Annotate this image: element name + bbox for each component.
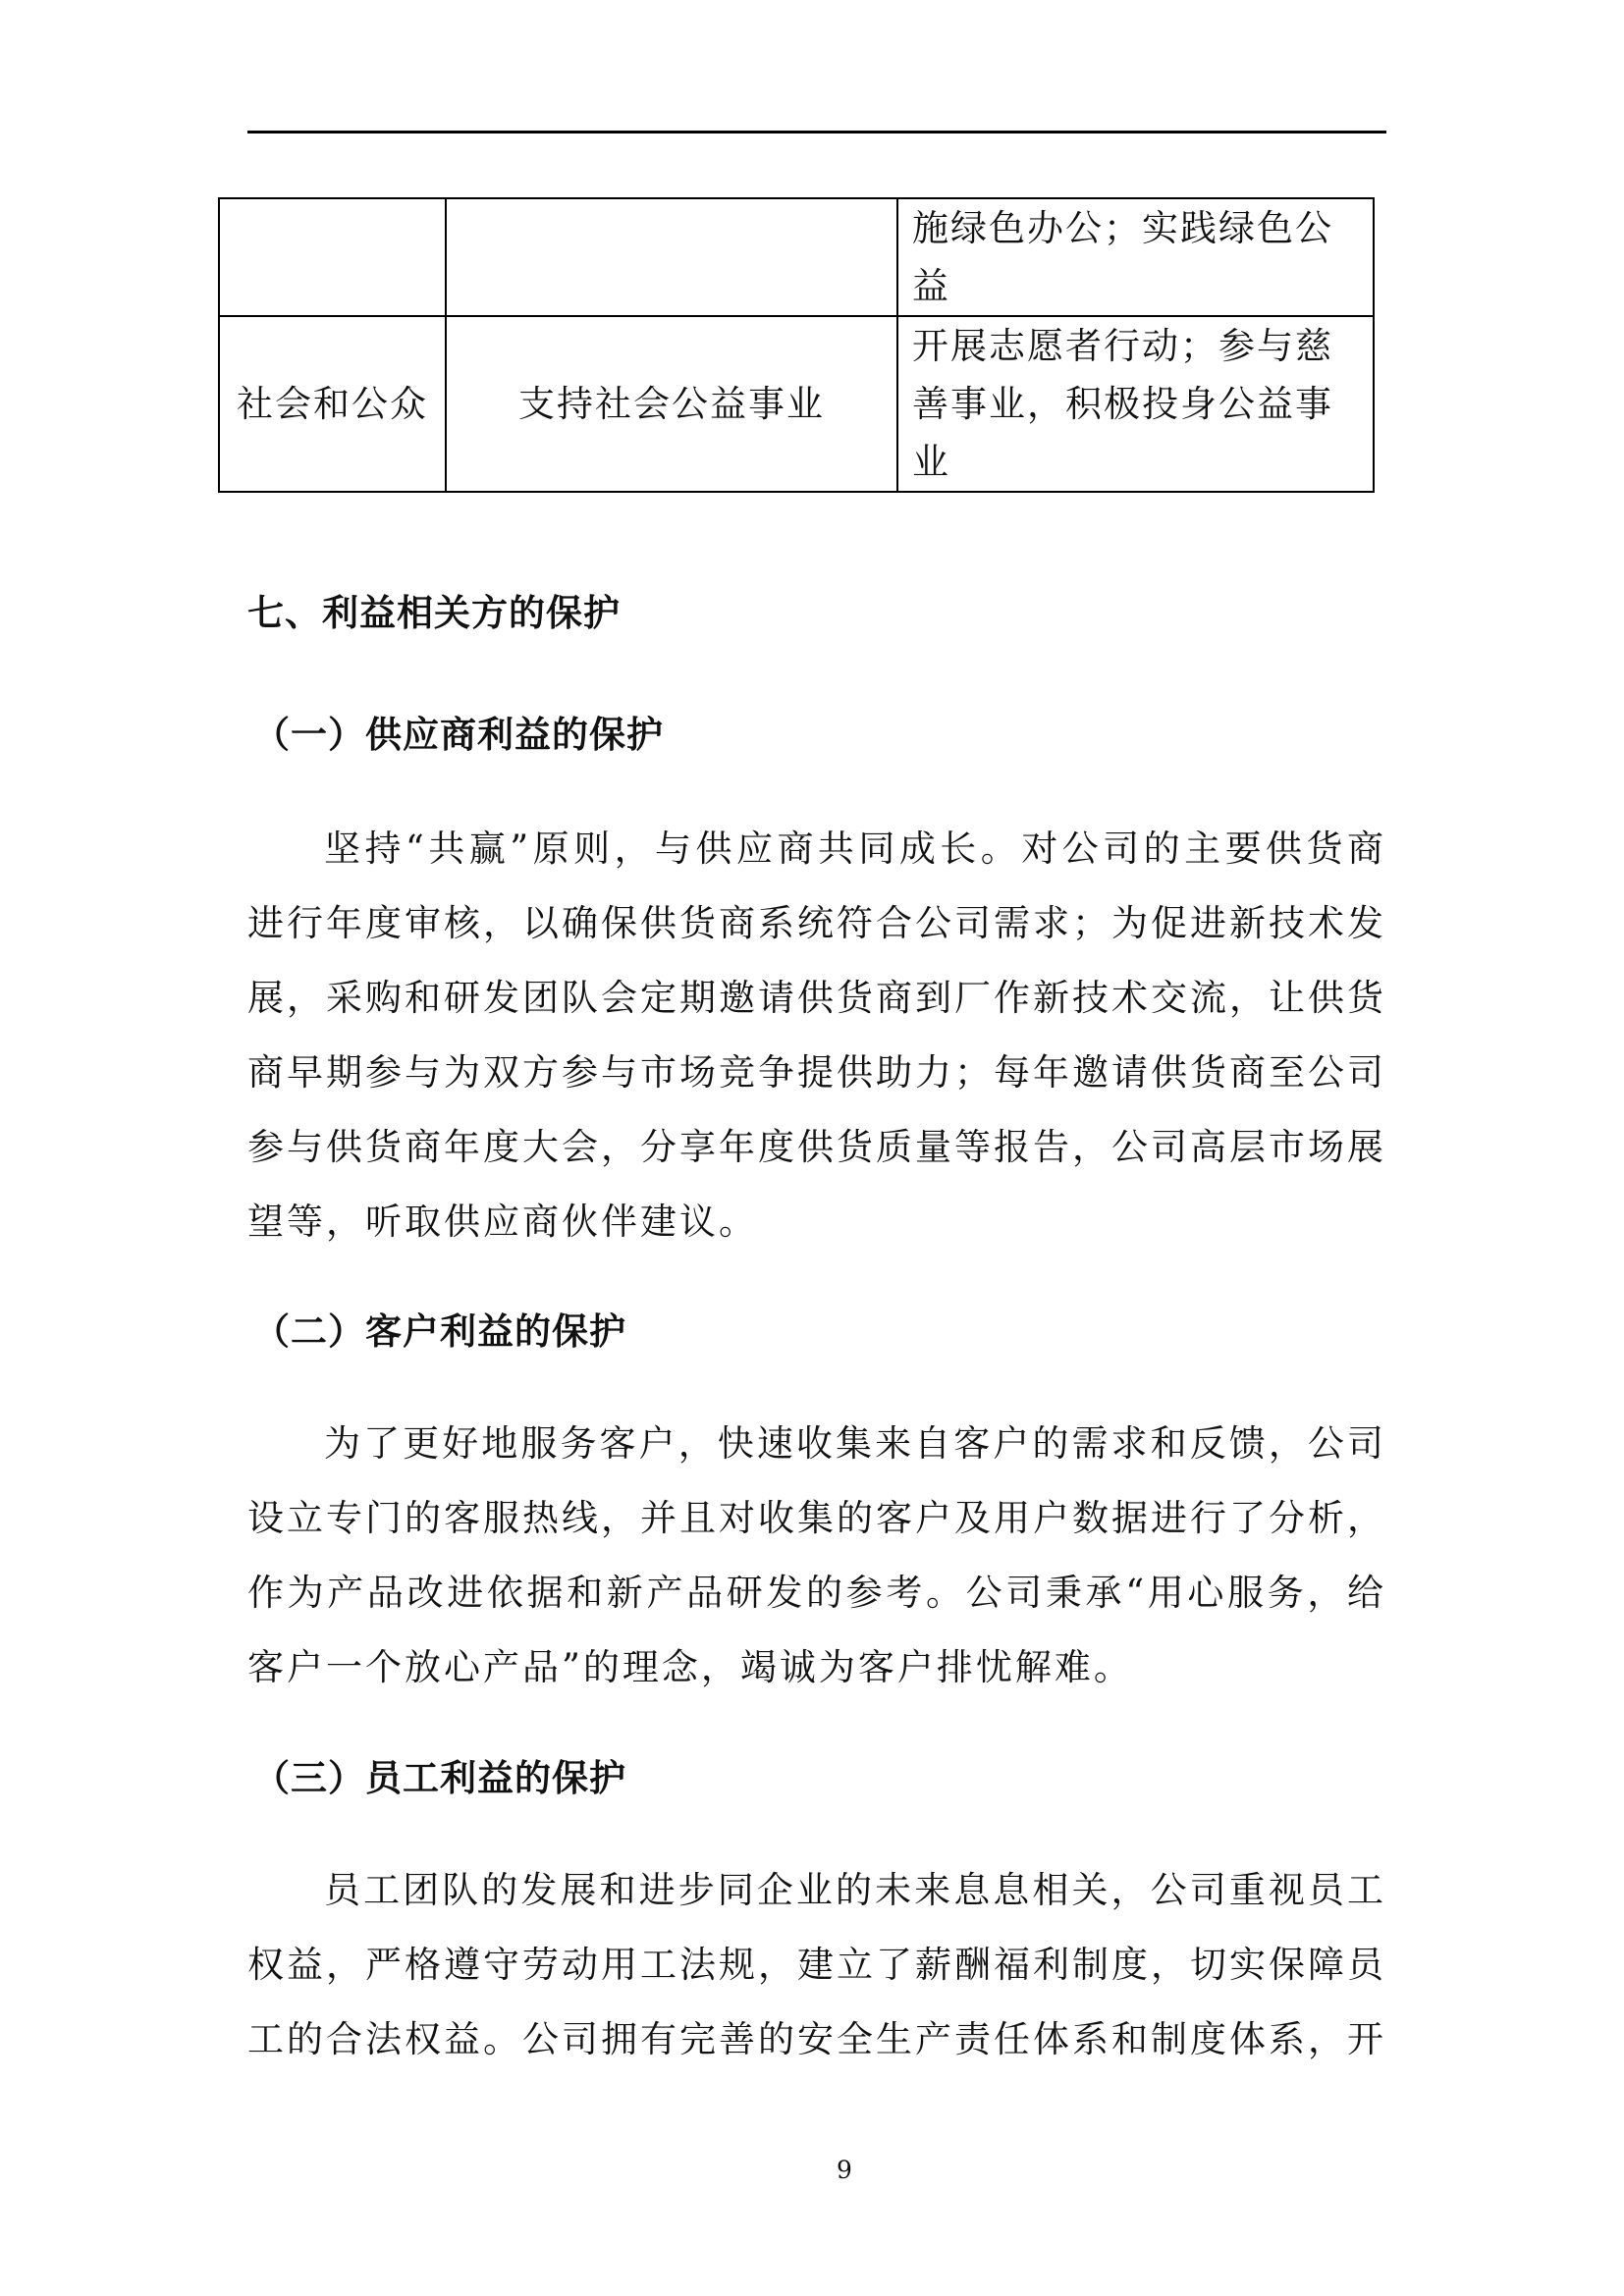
table-cell-action: 开展志愿者行动；参与慈善事业，积极投身公益事业	[897, 316, 1374, 492]
paragraph-suppliers: 坚持“共赢”原则，与供应商共同成长。对公司的主要供货商进行年度审核，以确保供货商系统符合公司需求；为促进新技术发展，采购和研发团队会定期邀请供货商到厂作新技术交流，让供货商早期参与为双方参与市场竞争提供助力；每年邀请供货商至公司参与供货商年度大会，分享年度供货质量等报告，公司高层市场展望等，听取供应商伙伴建议。	[247, 828, 1386, 1243]
stakeholder-table	[218, 197, 1375, 493]
subsection-heading-customers: （二）客户利益的保护	[253, 1310, 626, 1353]
section-heading: 七、利益相关方的保护	[247, 592, 621, 634]
table-cell-stakeholder: 社会和公众	[219, 316, 446, 492]
paragraph-employees: 员工团队的发展和进步同企业的未来息息相关，公司重视员工权益，严格遵守劳动用工法规，建立了薪酬福利制度，切实保障员工的合法权益。公司拥有完善的安全生产责任体系和制度体系，开	[247, 1869, 1386, 2060]
page-number: 9	[837, 2156, 852, 2184]
paragraph-customers: 为了更好地服务客户，快速收集来自客户的需求和反馈，公司设立专门的客服热线，并且对收集的客户及用户数据进行了分析，作为产品改进依据和新产品研发的参考。公司秉承“用心服务，给客户一个放心产品”的理念，竭诚为客户排忧解难。	[247, 1422, 1386, 1688]
table-cell-concern	[446, 198, 897, 316]
table-row	[219, 198, 1374, 316]
subsection-heading-employees: （三）员工利益的保护	[253, 1757, 626, 1799]
table-cell-action: 施绿色办公；实践绿色公益	[897, 198, 1374, 316]
header-rule	[247, 131, 1386, 133]
subsection-heading-suppliers: （一）供应商利益的保护	[253, 714, 664, 756]
table-cell-concern: 支持社会公益事业	[446, 316, 897, 492]
table-cell-stakeholder	[219, 198, 446, 316]
table-row	[219, 316, 1374, 492]
